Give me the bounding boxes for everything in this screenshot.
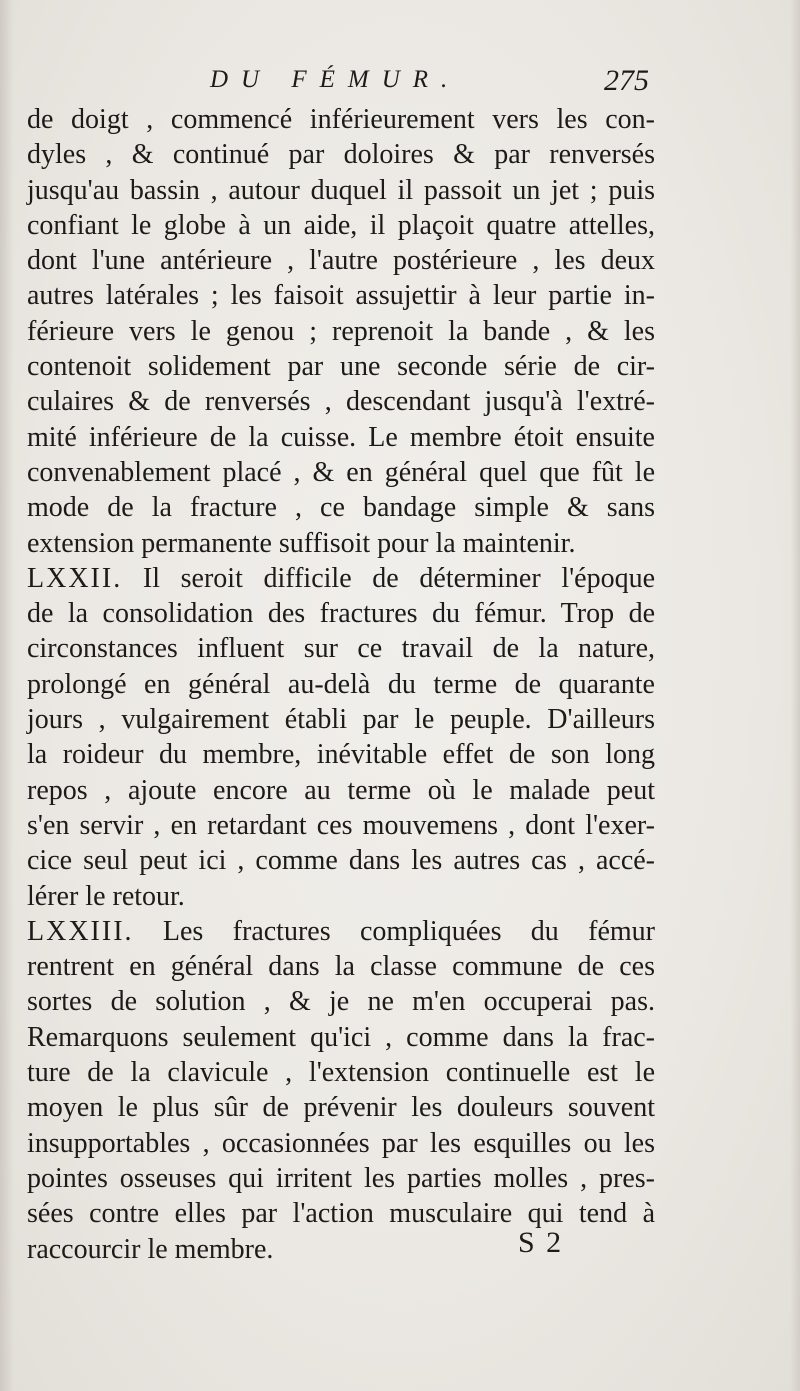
text-line: mité inférieure de la cuisse. Le membre étoit ensuite xyxy=(27,421,655,453)
text-line: sées contre elles par l'action musculaire qui tend à xyxy=(27,1198,655,1230)
text-line: contenoit solidement par une seconde série de cir- xyxy=(27,351,655,383)
text-line: ture de la clavicule , l'extension continuelle est le xyxy=(27,1057,655,1089)
text-line: de la consolidation des fractures du fémur. Trop de xyxy=(27,598,655,630)
text-line: LXXIII. Les fractures compliquées du fémur xyxy=(27,915,656,947)
body-text xyxy=(27,102,655,1267)
text-line: lérer le retour. xyxy=(27,880,185,912)
text-line: Remarquons seulement qu'ici , comme dans la frac- xyxy=(27,1021,655,1053)
text-line: confiant le globe à un aide, il plaçoit quatre attelles, xyxy=(27,209,655,241)
text-line: culaires & de renversés , descendant jusqu'à l'extré- xyxy=(27,386,655,418)
text-line: férieure vers le genou ; reprenoit la bande , & les xyxy=(27,315,655,347)
running-head: DU FÉMUR. xyxy=(210,66,461,93)
text-line: convenablement placé , & en général quel que fût le xyxy=(27,456,655,488)
text-line: dyles , & continué par doloires & par renversés xyxy=(27,139,655,171)
text-line: extension permanente suffisoit pour la maintenir. xyxy=(27,527,576,559)
page-edge-left xyxy=(0,0,14,1391)
text-line: circonstances influent sur ce travail de la nature, xyxy=(27,633,655,665)
section-mark-lxxii: LXXII. xyxy=(27,562,123,594)
text-line: sortes de solution , & je ne m'en occuperai pas. xyxy=(27,986,655,1018)
signature-mark: S 2 xyxy=(518,1226,564,1259)
text-line: autres latérales ; les faisoit assujettir à leur partie in- xyxy=(27,280,655,312)
text-line: s'en servir , en retardant ces mouvemens , dont l'exer- xyxy=(27,809,655,841)
text-line: dont l'une antérieure , l'autre postérieure , les deux xyxy=(27,245,655,277)
text-line: la roideur du membre, inévitable effet de son long xyxy=(27,739,655,771)
text-line: LXXII. Il seroit difficile de déterminer l'époque xyxy=(27,562,655,594)
text-line: prolongé en général au-delà du terme de quarante xyxy=(27,668,655,700)
text-line: cice seul peut ici , comme dans les autres cas , accé- xyxy=(27,845,655,877)
text-line: moyen le plus sûr de prévenir les douleurs souvent xyxy=(27,1092,655,1124)
page-edge-right xyxy=(790,0,800,1391)
text-line: raccourcir le membre. xyxy=(27,1233,274,1265)
page-number: 275 xyxy=(604,64,649,97)
text-line: insupportables , occasionnées par les esquilles ou les xyxy=(27,1127,655,1159)
text-line: jours , vulgairement établi par le peuple. D'ailleurs xyxy=(27,704,655,736)
section-mark-lxxiii: LXXIII. xyxy=(27,915,134,947)
text-line: rentrent en général dans la classe commune de ces xyxy=(27,951,655,983)
text-line: repos , ajoute encore au terme où le malade peut xyxy=(27,774,655,806)
text-line: jusqu'au bassin , autour duquel il passoit un jet ; puis xyxy=(27,174,655,206)
text-line: de doigt , commencé inférieurement vers les con- xyxy=(27,104,655,135)
text-line: pointes osseuses qui irritent les parties molles , pres- xyxy=(27,1162,655,1194)
text-line: mode de la fracture , ce bandage simple & sans xyxy=(27,492,655,524)
page-header xyxy=(60,64,660,104)
